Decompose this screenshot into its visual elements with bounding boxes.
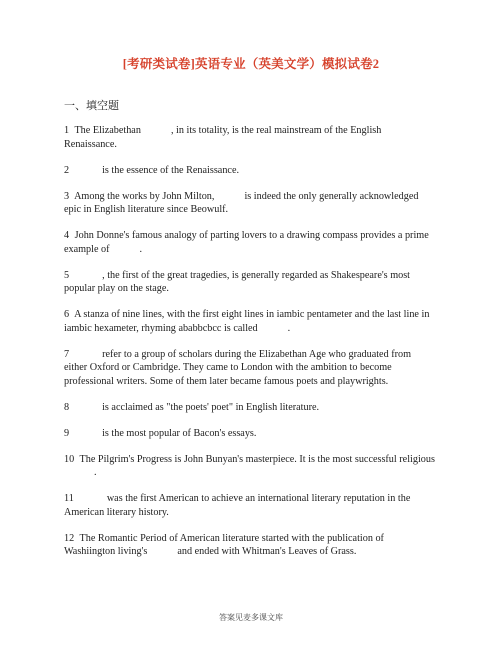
question-item	[64, 124, 436, 151]
question-item	[64, 308, 436, 335]
question-item	[64, 164, 436, 178]
section-heading: 一、填空题	[64, 100, 119, 112]
question-number: 2	[64, 164, 70, 176]
question-text-after: is acclaimed as "the poets' poet" in English literature.	[102, 401, 320, 413]
question-item	[64, 427, 436, 441]
question-item	[64, 269, 436, 296]
question-text-after: , in its totality, is the real mainstream of the English Renaissance.	[64, 125, 382, 150]
question-text-after: .	[287, 322, 291, 334]
question-text-before: Among the works by John Milton,	[72, 190, 215, 202]
question-number: 3	[64, 190, 70, 202]
question-number: 4	[64, 230, 70, 241]
question-number: 6	[64, 309, 70, 320]
question-text-after: and ended with Whitman's Leaves of Grass.	[177, 546, 357, 557]
question-text-after: refer to a group of scholars during the Elizabethan Age who graduated from either Oxford or Cambridge. They came to London with the ambition to become professional writers. Some of them later became famous poets and playwrights.	[64, 348, 412, 387]
question-item	[64, 348, 436, 389]
question-number: 7	[64, 348, 70, 360]
question-item	[64, 492, 436, 519]
question-number: 5	[64, 269, 70, 281]
document-title: [考研类试卷]英语专业（英美文学）模拟试卷2	[122, 57, 380, 71]
question-number: 8	[64, 401, 70, 413]
question-text-after: .	[139, 243, 143, 255]
question-item	[64, 532, 436, 559]
question-item	[64, 190, 436, 217]
question-text-after: , the first of the great tragedies, is generally regarded as Shakespeare's most popular play on the stage.	[64, 269, 411, 294]
question-text-after: is the most popular of Bacon's essays.	[102, 427, 257, 439]
question-number: 10	[64, 453, 75, 465]
question-text-after: .	[94, 467, 97, 478]
question-text-after: is the essence of the Renaissance.	[102, 164, 240, 176]
question-text-before: The Pilgrim's Progress is John Bunyan's masterpiece. It is the most successful religious	[77, 453, 435, 465]
question-text-after: was the first American to achieve an international literary reputation in the American literary history.	[64, 493, 411, 518]
question-item	[64, 229, 436, 256]
question-item	[64, 453, 436, 480]
question-number: 11	[64, 493, 74, 504]
question-number: 12	[64, 532, 75, 544]
question-list	[64, 124, 436, 571]
question-number: 1	[64, 125, 70, 136]
question-text-before: John Donne's famous analogy of parting lovers to a drawing compass provides a prime example of	[64, 230, 429, 255]
page-footer: 答案见麦多课文库	[219, 613, 283, 622]
question-text-before: A stanza of nine lines, with the first eight lines in iambic pentameter and the last line in iambic hexameter, rhyming ababbcbcc is called	[64, 309, 430, 334]
question-number: 9	[64, 427, 70, 439]
question-text-before: The Elizabethan	[72, 125, 141, 136]
question-text-after: is indeed the only generally acknowledged epic in English literature since Beowulf.	[64, 190, 419, 215]
question-item	[64, 401, 436, 415]
question-text-before: The Romantic Period of American literature started with the publication of Washiington living's	[64, 532, 384, 557]
